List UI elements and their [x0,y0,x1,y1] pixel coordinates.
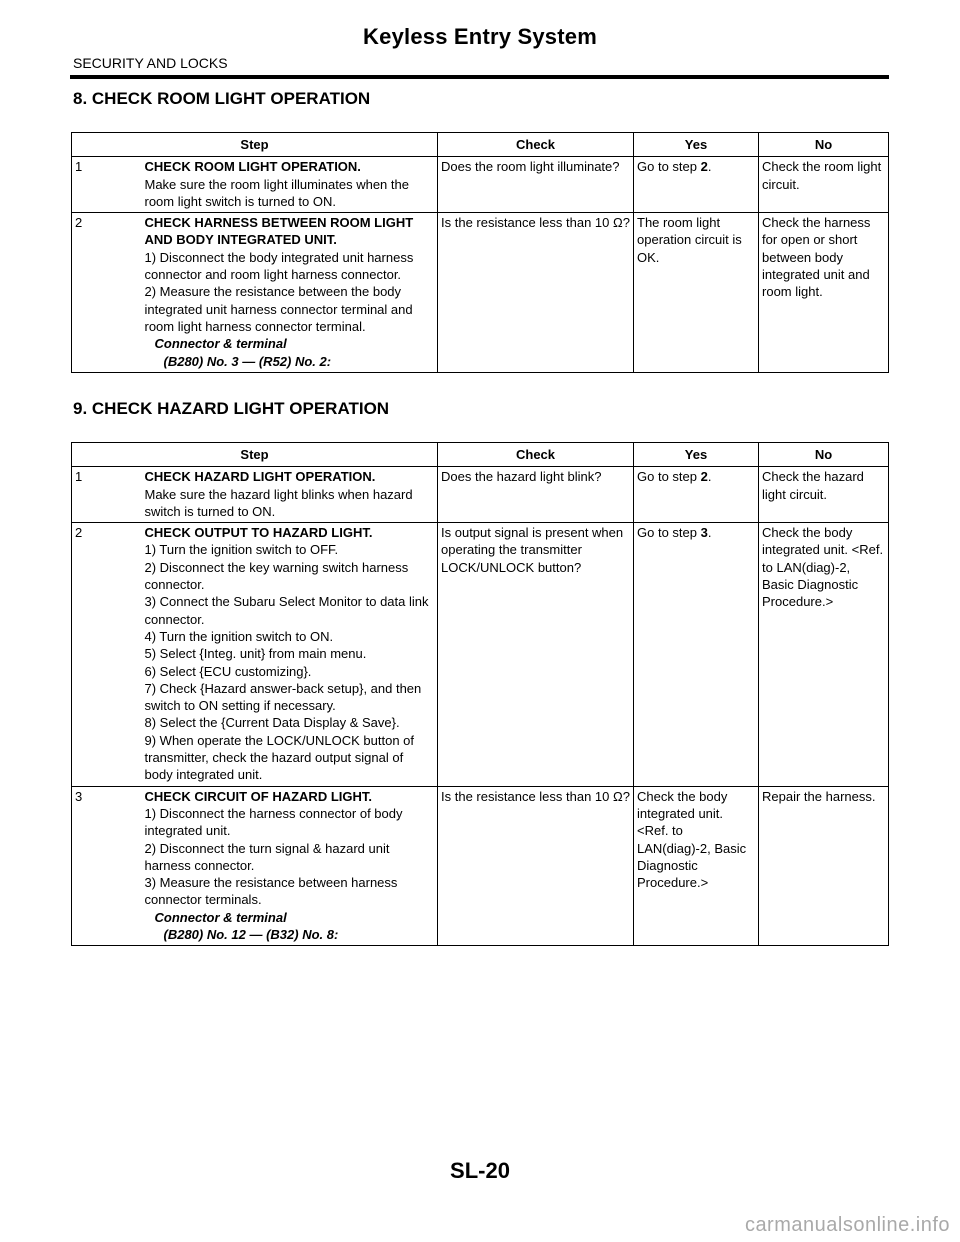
hazard-light-table [71,442,889,946]
step-number: 3 [72,786,142,946]
step-instruction: 3) Connect the Subaru Select Monitor to data link connector. [144,594,429,627]
header-yes: Yes [634,133,759,157]
table-row [72,523,889,786]
table-row [72,157,889,213]
step-instruction: 3) Measure the resistance between harness connector terminals. [144,875,398,908]
table-header-row [72,133,889,157]
step-title: CHECK CIRCUIT OF HAZARD LIGHT. [144,788,372,804]
step-title: CHECK HARNESS BETWEEN ROOM LIGHT AND BODY INTEGRATED UNIT. [144,215,414,248]
yes-cell [634,523,759,786]
connector-terminal: (B280) No. 12 — (B32) No. 8: [163,927,339,943]
step-instruction: Make sure the hazard light blinks when hazard switch is turned to ON. [144,486,413,519]
check-cell: Does the room light illuminate? [438,157,634,213]
step-number: 1 [72,157,142,213]
step-instruction: 8) Select the {Current Data Display & Save}. [144,715,400,731]
yes-step-link[interactable]: 3 [700,525,708,541]
step-description [142,157,438,213]
step-description [142,467,438,523]
header-no: No [759,133,889,157]
no-cell: Check the room light circuit. [759,157,889,213]
check-cell: Does the hazard light blink? [438,467,634,523]
step-number: 2 [72,213,142,373]
no-cell: Check the harness for open or short between body integrated unit and room light. [759,213,889,373]
step-description [142,213,438,373]
yes-suffix: . [707,469,712,485]
yes-cell [634,157,759,213]
yes-prefix: Go to step [637,159,701,175]
step-instruction: 9) When operate the LOCK/UNLOCK button of transmitter, check the hazard output signal of body integrated unit. [144,732,415,783]
header-no: No [759,443,889,467]
section-8-heading: 8. CHECK ROOM LIGHT OPERATION [73,89,371,108]
step-instruction: Make sure the room light illuminates when the room light switch is turned to ON. [144,176,409,209]
table-row [72,786,889,946]
check-cell: Is the resistance less than 10 Ω? [438,213,634,373]
no-cell-ref[interactable]: Check the body integrated unit. <Ref. to LAN(diag)-2, Basic Diagnostic Procedure.> [759,523,889,786]
step-instruction: 1) Disconnect the body integrated unit harness connector and room light harness connector. [144,249,414,283]
check-cell: Is the resistance less than 10 Ω? [438,786,634,946]
step-instruction: 1) Disconnect the harness connector of body integrated unit. [144,805,403,839]
step-instruction: 2) Disconnect the turn signal & hazard unit harness connector. [144,840,390,873]
header-step: Step [72,133,438,157]
step-description [142,786,438,946]
yes-suffix: . [707,159,712,175]
table-row [72,467,889,523]
header-rule [70,75,889,79]
check-cell: Is output signal is present when operating the transmitter LOCK/UNLOCK button? [438,523,634,786]
yes-cell-ref[interactable]: Check the body integrated unit. <Ref. to LAN(diag)-2, Basic Diagnostic Procedure.> [634,786,759,946]
table-header-row [72,443,889,467]
header-step: Step [72,443,438,467]
connector-label: Connector & terminal [154,909,287,925]
section-9-heading: 9. CHECK HAZARD LIGHT OPERATION [73,399,390,418]
step-description [142,523,438,786]
step-instruction: 4) Turn the ignition switch to ON. [144,628,334,644]
step-number: 1 [72,467,142,523]
step-instruction: 5) Select {Integ. unit} from main menu. [144,646,367,662]
page-title: Keyless Entry System [363,24,597,49]
yes-cell: The room light operation circuit is OK. [634,213,759,373]
step-instruction: 2) Measure the resistance between the body integrated unit harness connector terminal and room light harness connector terminal. [144,284,413,334]
yes-step-link[interactable]: 2 [700,159,708,175]
step-title: CHECK ROOM LIGHT OPERATION. [144,159,361,175]
step-instruction: 1) Turn the ignition switch to OFF. [144,542,339,558]
step-number: 2 [72,523,142,786]
yes-step-link[interactable]: 2 [700,469,708,485]
header-yes: Yes [634,443,759,467]
yes-prefix: Go to step [637,525,701,541]
header-check: Check [438,443,634,467]
room-light-table [71,132,889,373]
step-title: CHECK OUTPUT TO HAZARD LIGHT. [144,525,373,541]
step-instruction: 2) Disconnect the key warning switch harness connector. [144,559,409,593]
no-cell: Repair the harness. [759,786,889,946]
watermark: carmanualsonline.info [744,1214,950,1236]
connector-terminal: (B280) No. 3 — (R52) No. 2: [163,353,332,369]
step-instruction: 6) Select {ECU customizing}. [144,663,312,679]
page-number: SL-20 [450,1158,510,1183]
step-instruction: 7) Check {Hazard answer-back setup}, and then switch to ON setting if necessary. [144,680,422,714]
yes-cell [634,467,759,523]
section-label: SECURITY AND LOCKS [73,55,228,71]
table-row [72,213,889,373]
header-check: Check [438,133,634,157]
yes-prefix: Go to step [637,469,701,485]
connector-label: Connector & terminal [154,336,287,352]
step-title: CHECK HAZARD LIGHT OPERATION. [144,469,376,485]
yes-suffix: . [707,525,712,541]
no-cell: Check the hazard light circuit. [759,467,889,523]
